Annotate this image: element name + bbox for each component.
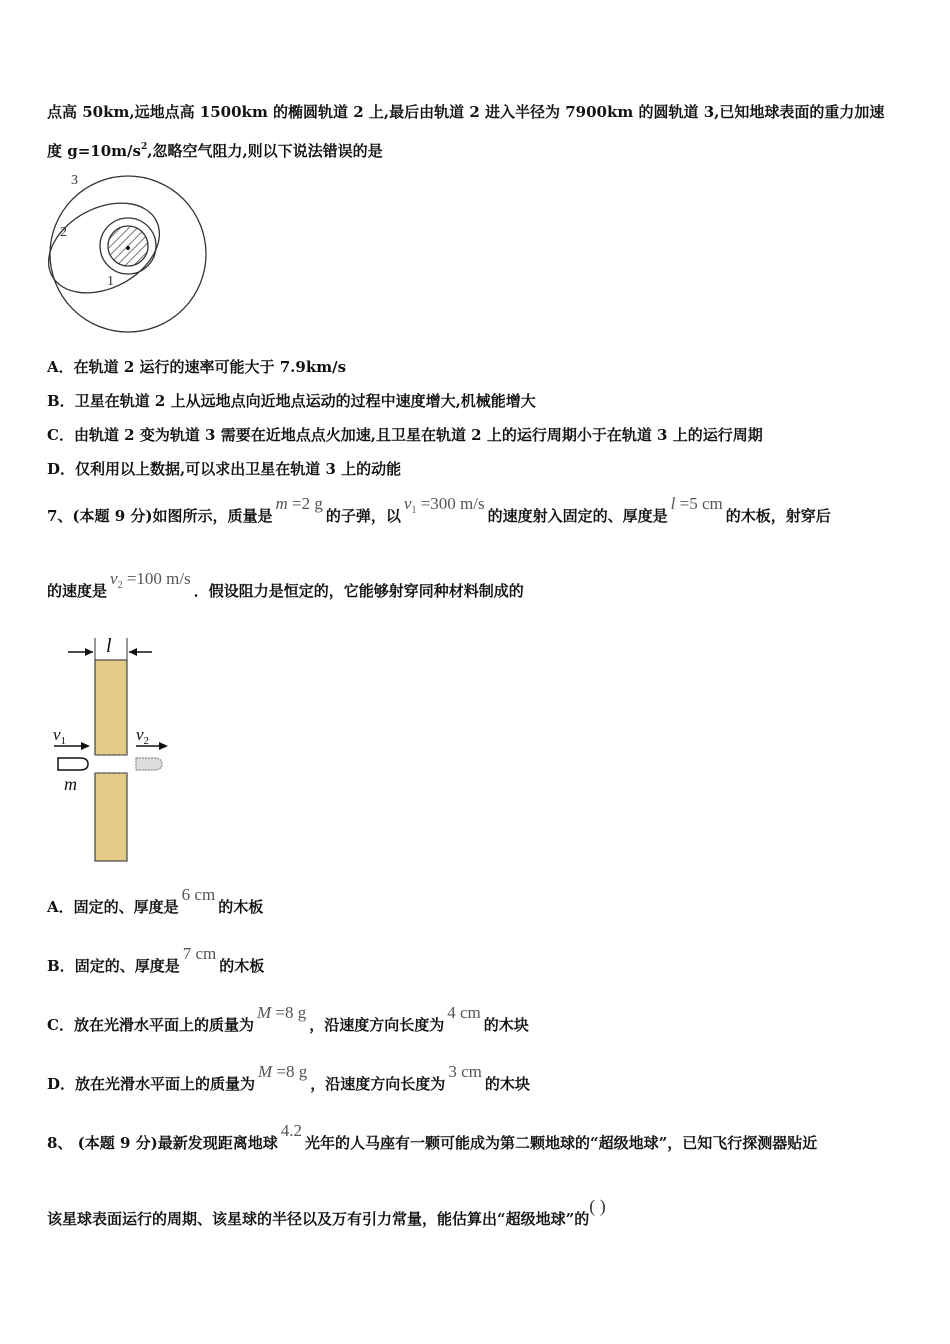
q7-stem-line1: 7、(本题 9 分)如图所示，质量是m =2 g的子弹，以$v_1 =300$ m/s的速度射入固定的、厚度是l =5 cm的木板，射穿后	[47, 494, 831, 525]
q7-option-b: B．固定的、厚度是7 cm的木板	[47, 944, 265, 975]
bullet-after-icon	[136, 758, 162, 770]
q6-stem-line1: 点高 50km,远地点高 1500km 的椭圆轨道 2 上,最后由轨道 2 进入半径为 7900km 的圆轨道 3,已知地球表面的重力加速	[47, 103, 885, 121]
answer-blank: ( )	[589, 1196, 606, 1216]
q7-option-a: A．固定的、厚度是6 cm的木板	[47, 885, 264, 916]
q8-stem-line1: 8、 (本题 9 分)最新发现距离地球4.2光年的人马座有一颗可能成为第二颗地球的“超级地球”，已知飞行探测器贴近	[47, 1121, 818, 1152]
orbit-label-1: 1	[107, 274, 114, 289]
q6-stem-line2: 度 $g=10m/s^2$,忽略空气阻力,则以下说法错误的是	[47, 142, 383, 160]
mass-label: m	[64, 774, 77, 794]
q7-option-c: C．放在光滑水平面上的质量为M =8 g，沿速度方向长度为4 cm的木块	[47, 1003, 529, 1034]
wood-board-bottom	[95, 773, 127, 861]
q6-option-b: B．卫星在轨道 2 上从远地点向近地点运动的过程中速度增大,机械能增大	[47, 392, 536, 410]
thickness-label: l	[106, 635, 112, 657]
bullet-before-icon	[58, 758, 88, 770]
q8-stem-line2: 该星球表面运行的周期、该星球的半径以及万有引力常量，能估算出“超级地球”的( )	[47, 1196, 606, 1228]
bullet-board-diagram	[48, 630, 178, 866]
wood-board-top	[95, 660, 127, 755]
q7-option-d: D．放在光滑水平面上的质量为M =8 g，沿速度方向长度为3 cm的木块	[47, 1062, 530, 1093]
v1-label: $v_1$	[53, 725, 67, 747]
v2-label: $v_2$	[136, 725, 150, 747]
q7-stem-line2: 的速度是$v_2 =100$ m/s．假设阻力是恒定的，它能够射穿同种材料制成的	[47, 569, 524, 600]
orbit-label-3: 3	[71, 173, 78, 188]
q6-option-d: D．仅利用以上数据,可以求出卫星在轨道 3 上的动能	[47, 460, 402, 478]
q6-option-a: A．在轨道 2 运行的速率可能大于 7.9km/s	[47, 358, 347, 376]
orbit-diagram	[44, 168, 212, 338]
orbit-label-2: 2	[60, 225, 67, 240]
q6-option-c: C．由轨道 2 变为轨道 3 需要在近地点点火加速,且卫星在轨道 2 上的运行周期小于在轨道 3 上的运行周期	[47, 426, 763, 444]
